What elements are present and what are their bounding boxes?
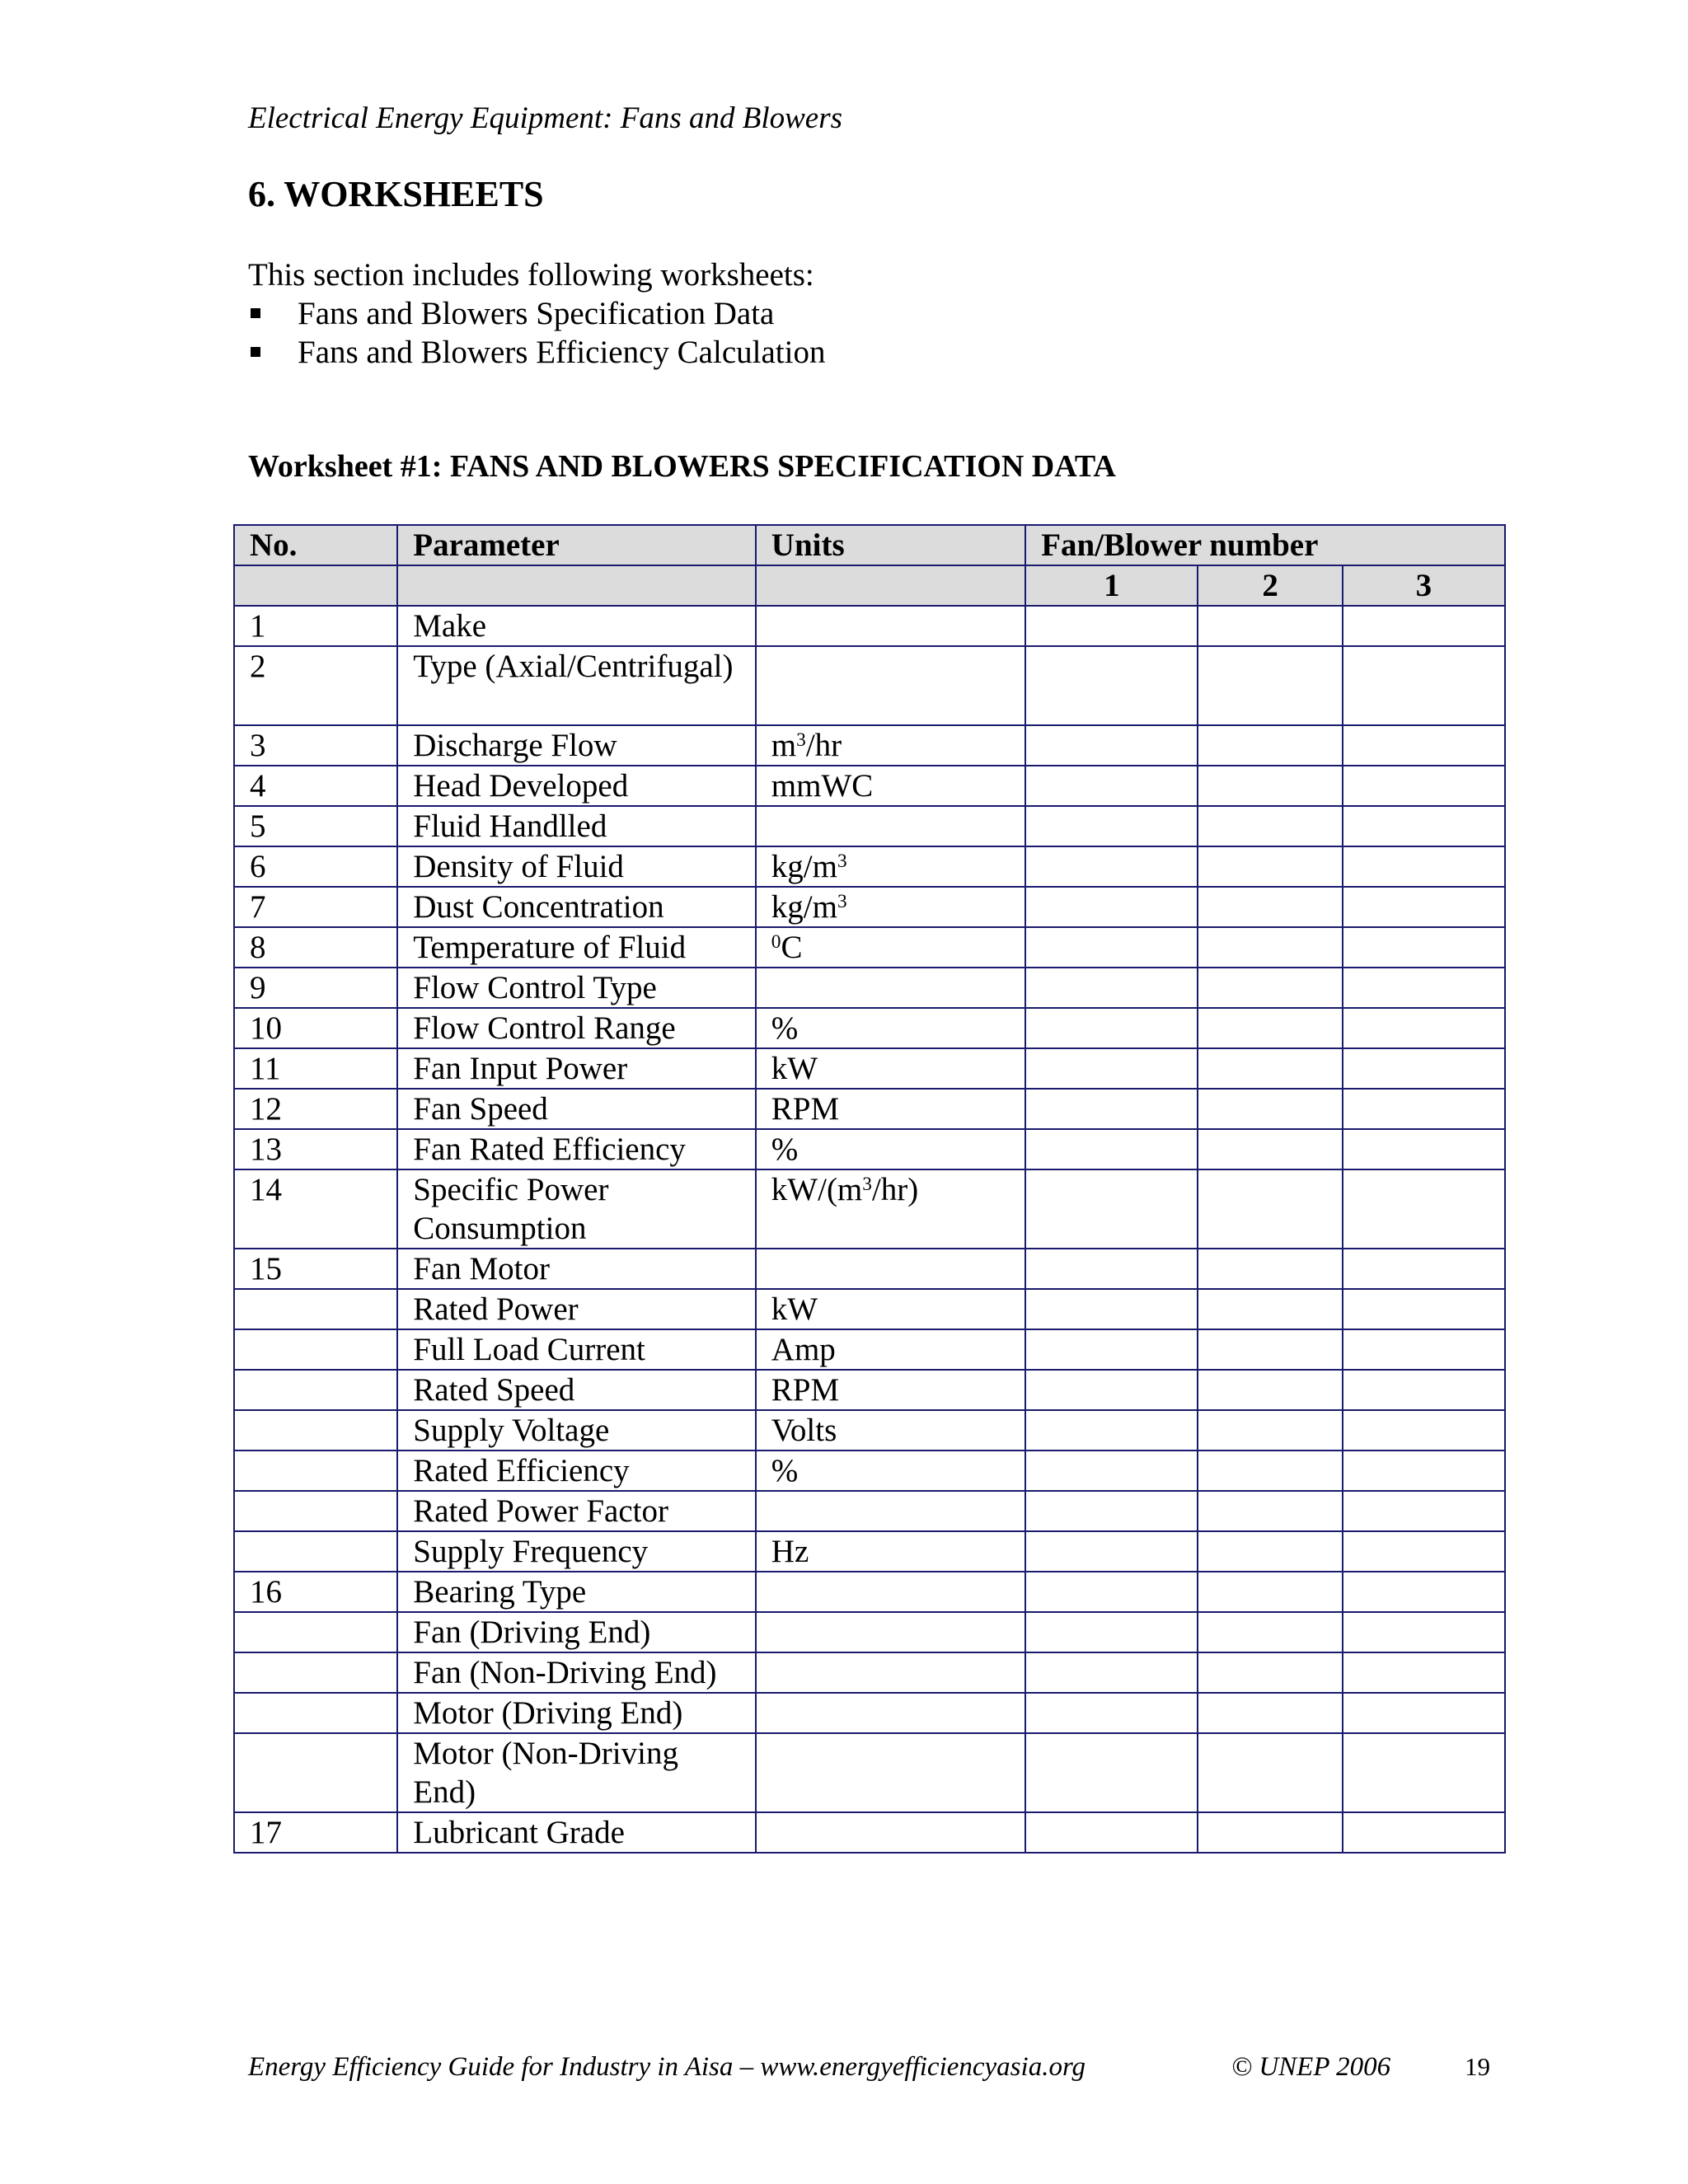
row-parameter: Discharge Flow — [397, 725, 756, 766]
row-fan-2-value[interactable] — [1198, 1169, 1342, 1249]
row-fan-3-value[interactable] — [1343, 646, 1505, 725]
row-fan-2-value[interactable] — [1198, 887, 1342, 927]
list-item — [248, 333, 825, 372]
row-fan-1-value[interactable] — [1025, 927, 1198, 968]
row-parameter: Supply Frequency — [397, 1531, 756, 1572]
row-parameter: Fluid Handlled — [397, 806, 756, 846]
row-fan-3-value[interactable] — [1343, 1129, 1505, 1169]
row-fan-3-value[interactable] — [1343, 606, 1505, 646]
row-fan-2-value[interactable] — [1198, 1249, 1342, 1289]
table-body — [234, 606, 1505, 1853]
row-fan-1-value[interactable] — [1025, 1531, 1198, 1572]
row-units — [756, 806, 1025, 846]
row-fan-2-value[interactable] — [1198, 766, 1342, 806]
table-row — [234, 606, 1505, 646]
table-row — [234, 1693, 1505, 1733]
row-number — [234, 1652, 397, 1693]
row-fan-1-value[interactable] — [1025, 1089, 1198, 1129]
row-units — [756, 1572, 1025, 1612]
row-fan-2-value[interactable] — [1198, 1693, 1342, 1733]
row-fan-1-value[interactable] — [1025, 806, 1198, 846]
row-fan-2-value[interactable] — [1198, 1572, 1342, 1612]
table-row — [234, 1008, 1505, 1048]
row-units: $m^3/hr$ — [756, 725, 1025, 766]
footer-text: Energy Efficiency Guide for Industry in Aisa – www.energyefficiencyasia.org — [248, 2052, 1086, 2082]
row-units — [756, 1491, 1025, 1531]
row-fan-2-value[interactable] — [1198, 1812, 1342, 1853]
row-fan-3-value[interactable] — [1343, 1410, 1505, 1451]
row-fan-1-value[interactable] — [1025, 1612, 1198, 1652]
row-number: 10 — [234, 1008, 397, 1048]
row-fan-3-value[interactable] — [1343, 1652, 1505, 1693]
row-units: RPM — [756, 1370, 1025, 1410]
table-row — [234, 725, 1505, 766]
section-intro: This section includes following worksheets: — [248, 257, 814, 293]
table-row — [234, 846, 1505, 887]
row-fan-2-value[interactable] — [1198, 1612, 1342, 1652]
row-fan-1-value[interactable] — [1025, 1048, 1198, 1089]
row-number: 8 — [234, 927, 397, 968]
row-units: mmWC — [756, 766, 1025, 806]
row-fan-3-value[interactable] — [1343, 1370, 1505, 1410]
row-parameter: Make — [397, 606, 756, 646]
row-number: 13 — [234, 1129, 397, 1169]
row-fan-1-value[interactable] — [1025, 606, 1198, 646]
table-row — [234, 806, 1505, 846]
row-fan-2-value[interactable] — [1198, 1129, 1342, 1169]
table-row — [234, 1089, 1505, 1129]
row-units: Volts — [756, 1410, 1025, 1451]
header-parameter: Parameter — [397, 525, 756, 565]
row-fan-1-value[interactable] — [1025, 846, 1198, 887]
row-number: 9 — [234, 968, 397, 1008]
row-parameter: Flow Control Range — [397, 1008, 756, 1048]
row-number: 7 — [234, 887, 397, 927]
row-fan-1-value[interactable] — [1025, 725, 1198, 766]
row-fan-1-value[interactable] — [1025, 1410, 1198, 1451]
row-fan-1-value[interactable] — [1025, 1451, 1198, 1491]
row-fan-1-value[interactable] — [1025, 1008, 1198, 1048]
row-units — [756, 1249, 1025, 1289]
row-number — [234, 1451, 397, 1491]
row-fan-3-value[interactable] — [1343, 846, 1505, 887]
table-row — [234, 1169, 1505, 1249]
row-fan-3-value[interactable] — [1343, 725, 1505, 766]
header-fan-3: 3 — [1343, 565, 1505, 606]
row-fan-2-value[interactable] — [1198, 927, 1342, 968]
row-units — [756, 1693, 1025, 1733]
row-fan-2-value[interactable] — [1198, 806, 1342, 846]
row-number — [234, 1329, 397, 1370]
row-parameter: Fan Input Power — [397, 1048, 756, 1089]
list-item-label: Fans and Blowers Specification Data — [298, 296, 775, 331]
table-row — [234, 1733, 1505, 1812]
table-subheader-row — [234, 565, 1505, 606]
row-fan-3-value[interactable] — [1343, 927, 1505, 968]
row-units: $kg/m^3$ — [756, 846, 1025, 887]
table-row — [234, 1129, 1505, 1169]
table-row — [234, 1652, 1505, 1693]
table-row — [234, 1491, 1505, 1531]
row-parameter: Lubricant Grade — [397, 1812, 756, 1853]
row-fan-3-value[interactable] — [1343, 806, 1505, 846]
row-number: 14 — [234, 1169, 397, 1249]
row-fan-3-value[interactable] — [1343, 1329, 1505, 1370]
row-parameter: Rated Efficiency — [397, 1451, 756, 1491]
row-units: $^0$C — [756, 927, 1025, 968]
row-parameter: Density of Fluid — [397, 846, 756, 887]
row-parameter: Fan Motor — [397, 1249, 756, 1289]
row-number — [234, 1612, 397, 1652]
header-fan-2: 2 — [1198, 565, 1342, 606]
row-number: 1 — [234, 606, 397, 646]
table-row — [234, 766, 1505, 806]
row-parameter: Full Load Current — [397, 1329, 756, 1370]
row-parameter: Fan (Driving End) — [397, 1612, 756, 1652]
row-fan-1-value[interactable] — [1025, 1733, 1198, 1812]
table-row — [234, 1329, 1505, 1370]
row-number — [234, 1733, 397, 1812]
row-fan-3-value[interactable] — [1343, 1733, 1505, 1812]
row-number: 15 — [234, 1249, 397, 1289]
row-fan-3-value[interactable] — [1343, 1008, 1505, 1048]
row-fan-1-value[interactable] — [1025, 1169, 1198, 1249]
row-parameter: Type (Axial/Centrifugal) — [397, 646, 756, 725]
table-row — [234, 1531, 1505, 1572]
table-row — [234, 1572, 1505, 1612]
row-fan-2-value[interactable] — [1198, 1733, 1342, 1812]
row-fan-2-value[interactable] — [1198, 1329, 1342, 1370]
row-parameter: Fan Rated Efficiency — [397, 1129, 756, 1169]
table-row — [234, 1612, 1505, 1652]
worksheet-title: Worksheet #1: FANS AND BLOWERS SPECIFICATION DATA — [248, 449, 1116, 484]
row-fan-2-value[interactable] — [1198, 1451, 1342, 1491]
row-units — [756, 646, 1025, 725]
row-parameter: Rated Power — [397, 1289, 756, 1329]
row-fan-3-value[interactable] — [1343, 1089, 1505, 1129]
row-number — [234, 1289, 397, 1329]
row-parameter: Dust Concentration — [397, 887, 756, 927]
section-title: 6. WORKSHEETS — [248, 174, 544, 214]
row-fan-1-value[interactable] — [1025, 1249, 1198, 1289]
header-no: No. — [234, 525, 397, 565]
row-parameter: Fan Speed — [397, 1089, 756, 1129]
row-number — [234, 1531, 397, 1572]
row-units: % — [756, 1129, 1025, 1169]
row-fan-2-value[interactable] — [1198, 646, 1342, 725]
row-parameter: Temperature of Fluid — [397, 927, 756, 968]
subheader-empty — [234, 565, 397, 606]
row-fan-2-value[interactable] — [1198, 1370, 1342, 1410]
table-row — [234, 1812, 1505, 1853]
subheader-empty — [397, 565, 756, 606]
row-parameter: Motor (Driving End) — [397, 1693, 756, 1733]
table-header-row — [234, 525, 1505, 565]
row-units: % — [756, 1451, 1025, 1491]
row-fan-1-value[interactable] — [1025, 1491, 1198, 1531]
row-number: 16 — [234, 1572, 397, 1612]
table-row — [234, 1249, 1505, 1289]
header-units: Units — [756, 525, 1025, 565]
worksheet-list — [248, 294, 825, 372]
row-number: 2 — [234, 646, 397, 725]
row-fan-1-value[interactable] — [1025, 1812, 1198, 1853]
row-number: 3 — [234, 725, 397, 766]
row-parameter: Specific Power Consumption — [397, 1169, 756, 1249]
row-fan-2-value[interactable] — [1198, 606, 1342, 646]
row-fan-1-value[interactable] — [1025, 968, 1198, 1008]
row-fan-2-value[interactable] — [1198, 1089, 1342, 1129]
list-item-label: Fans and Blowers Efficiency Calculation — [298, 335, 826, 370]
table-row — [234, 1410, 1505, 1451]
row-number: 5 — [234, 806, 397, 846]
row-fan-3-value[interactable] — [1343, 1249, 1505, 1289]
row-parameter: Motor (Non-Driving End) — [397, 1733, 756, 1812]
table-row — [234, 1451, 1505, 1491]
table-row — [234, 1289, 1505, 1329]
square-bullet-icon — [251, 347, 260, 357]
row-fan-1-value[interactable] — [1025, 1370, 1198, 1410]
list-item — [248, 294, 825, 333]
row-fan-3-value[interactable] — [1343, 1451, 1505, 1491]
row-fan-1-value[interactable] — [1025, 646, 1198, 725]
row-units: RPM — [756, 1089, 1025, 1129]
row-units: Amp — [756, 1329, 1025, 1370]
row-fan-1-value[interactable] — [1025, 1652, 1198, 1693]
table-row — [234, 646, 1505, 725]
row-parameter: Head Developed — [397, 766, 756, 806]
row-fan-1-value[interactable] — [1025, 1572, 1198, 1612]
row-fan-2-value[interactable] — [1198, 846, 1342, 887]
row-fan-3-value[interactable] — [1343, 968, 1505, 1008]
row-units: kW — [756, 1048, 1025, 1089]
row-fan-2-value[interactable] — [1198, 1048, 1342, 1089]
row-units — [756, 606, 1025, 646]
table-row — [234, 927, 1505, 968]
table-row — [234, 968, 1505, 1008]
row-fan-3-value[interactable] — [1343, 1812, 1505, 1853]
table-row — [234, 1370, 1505, 1410]
row-fan-1-value[interactable] — [1025, 887, 1198, 927]
row-fan-2-value[interactable] — [1198, 1410, 1342, 1451]
row-units: $kW/(m^3/hr)$ — [756, 1169, 1025, 1249]
row-fan-3-value[interactable] — [1343, 887, 1505, 927]
row-parameter: Bearing Type — [397, 1572, 756, 1612]
row-number — [234, 1693, 397, 1733]
row-number: 11 — [234, 1048, 397, 1089]
row-parameter: Fan (Non-Driving End) — [397, 1652, 756, 1693]
row-units: kW — [756, 1289, 1025, 1329]
row-fan-2-value[interactable] — [1198, 1491, 1342, 1531]
row-number: 12 — [234, 1089, 397, 1129]
row-fan-3-value[interactable] — [1343, 1169, 1505, 1249]
footer-copyright: © UNEP 2006 — [1231, 2052, 1391, 2082]
row-parameter: Supply Voltage — [397, 1410, 756, 1451]
row-fan-3-value[interactable] — [1343, 1048, 1505, 1089]
specification-table — [233, 524, 1506, 1854]
page-number: 19 — [1465, 2052, 1490, 2081]
row-fan-3-value[interactable] — [1343, 1491, 1505, 1531]
row-fan-1-value[interactable] — [1025, 1329, 1198, 1370]
row-number: 4 — [234, 766, 397, 806]
row-number: 6 — [234, 846, 397, 887]
row-units — [756, 968, 1025, 1008]
row-number — [234, 1410, 397, 1451]
table-row — [234, 1048, 1505, 1089]
row-parameter: Rated Speed — [397, 1370, 756, 1410]
row-fan-3-value[interactable] — [1343, 1289, 1505, 1329]
row-fan-3-value[interactable] — [1343, 1572, 1505, 1612]
row-fan-1-value[interactable] — [1025, 1693, 1198, 1733]
row-fan-2-value[interactable] — [1198, 1289, 1342, 1329]
row-fan-2-value[interactable] — [1198, 968, 1342, 1008]
row-units: $kg/m^3$ — [756, 887, 1025, 927]
row-units — [756, 1812, 1025, 1853]
subheader-empty — [756, 565, 1025, 606]
row-units: Hz — [756, 1531, 1025, 1572]
row-fan-2-value[interactable] — [1198, 725, 1342, 766]
row-number — [234, 1370, 397, 1410]
running-head: Electrical Energy Equipment: Fans and Blowers — [248, 101, 843, 135]
row-fan-2-value[interactable] — [1198, 1652, 1342, 1693]
row-fan-3-value[interactable] — [1343, 766, 1505, 806]
row-fan-1-value[interactable] — [1025, 1289, 1198, 1329]
row-parameter: Flow Control Type — [397, 968, 756, 1008]
row-units — [756, 1733, 1025, 1812]
row-fan-1-value[interactable] — [1025, 766, 1198, 806]
row-units — [756, 1652, 1025, 1693]
row-fan-1-value[interactable] — [1025, 1129, 1198, 1169]
row-units: % — [756, 1008, 1025, 1048]
row-parameter: Rated Power Factor — [397, 1491, 756, 1531]
header-fan-blower-number: Fan/Blower number — [1025, 525, 1505, 565]
row-fan-3-value[interactable] — [1343, 1531, 1505, 1572]
row-number: 17 — [234, 1812, 397, 1853]
header-fan-1: 1 — [1025, 565, 1198, 606]
square-bullet-icon — [251, 308, 260, 318]
row-fan-2-value[interactable] — [1198, 1008, 1342, 1048]
row-fan-3-value[interactable] — [1343, 1612, 1505, 1652]
table-row — [234, 887, 1505, 927]
row-fan-2-value[interactable] — [1198, 1531, 1342, 1572]
row-fan-3-value[interactable] — [1343, 1693, 1505, 1733]
row-units — [756, 1612, 1025, 1652]
row-number — [234, 1491, 397, 1531]
